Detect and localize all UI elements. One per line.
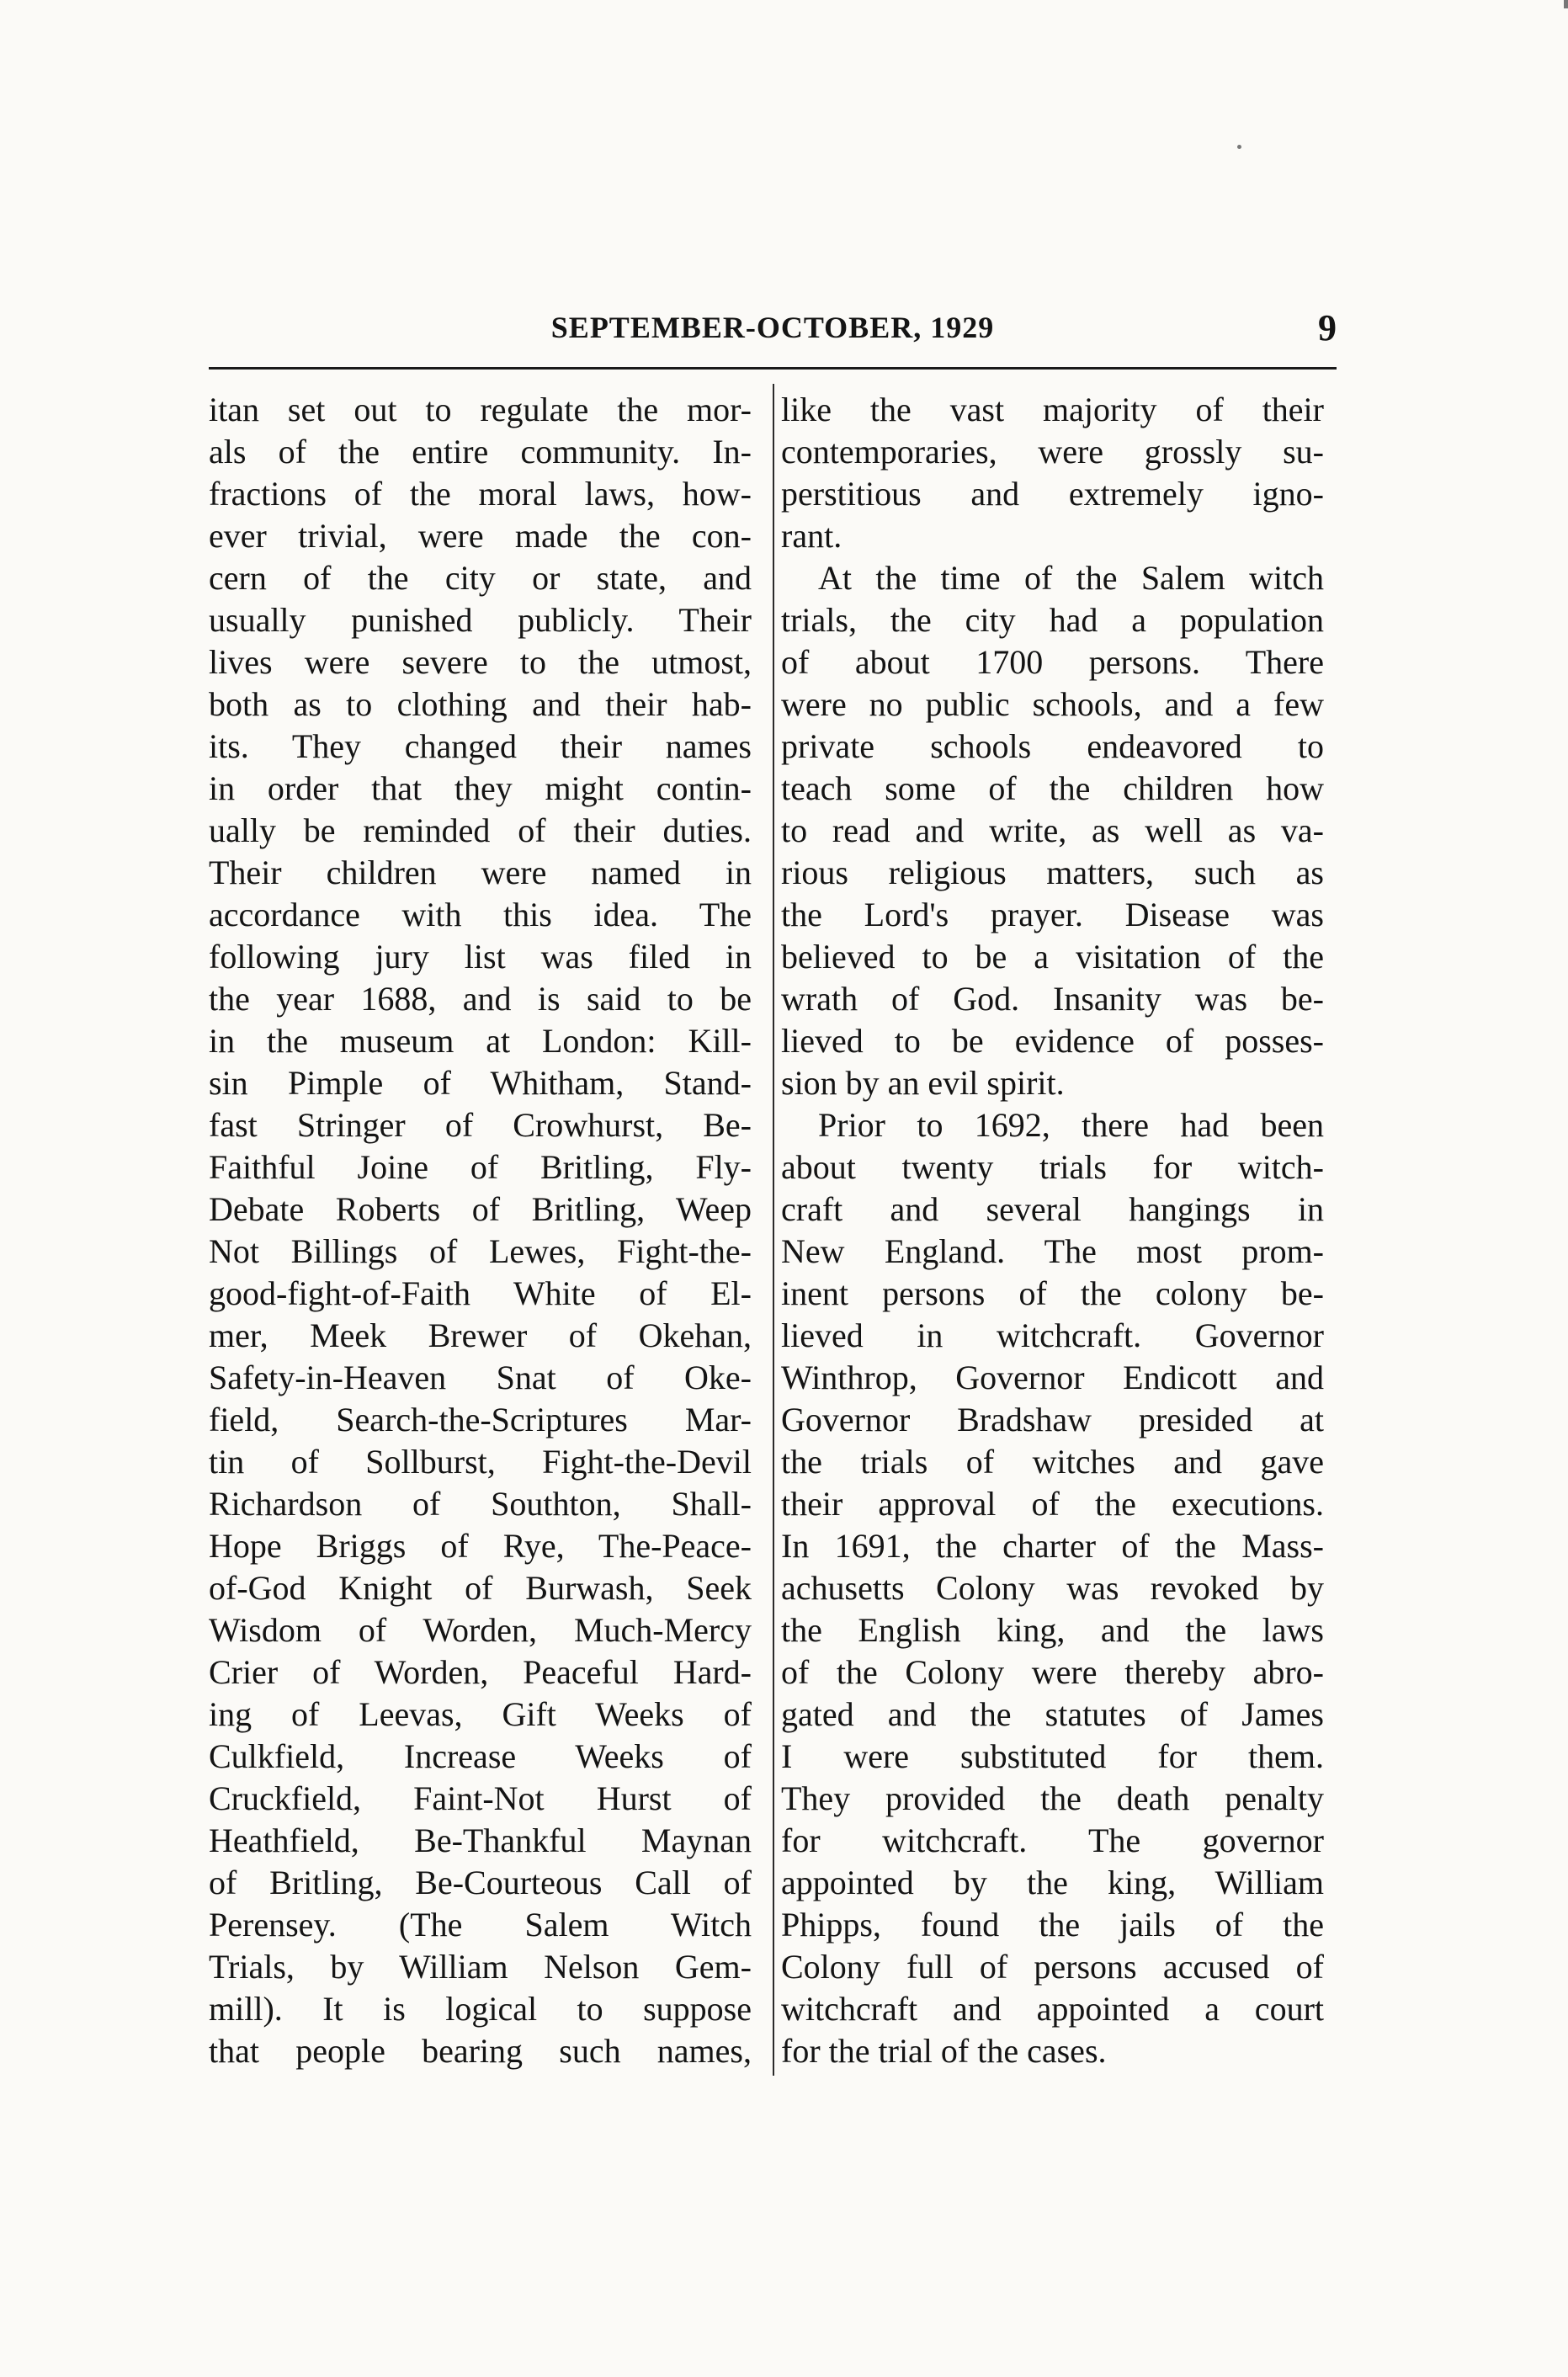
text-line: At the time of the Salem witch <box>818 559 1324 597</box>
text-line: appointed by the king, William <box>781 1864 1324 1901</box>
text-line: contemporaries, were grossly su- <box>781 433 1324 471</box>
text-line: Debate Roberts of Britling, Weep <box>209 1190 752 1228</box>
text-line: Perensey. (The Salem Witch <box>209 1906 752 1944</box>
text-line: the trials of witches and gave <box>781 1443 1324 1481</box>
text-line: wrath of God. Insanity was be- <box>781 980 1324 1018</box>
text-line: the Lord's prayer. Disease was <box>781 896 1324 933</box>
text-line: tin of Sollburst, Fight-the-Devil <box>209 1443 752 1481</box>
column-divider <box>773 384 774 2076</box>
right-column <box>781 389 1324 2072</box>
text-line: craft and several hangings in <box>781 1190 1324 1228</box>
text-line: for the trial of the cases. <box>781 2032 1107 2070</box>
text-line: of Britling, Be-Courteous Call of <box>209 1864 752 1901</box>
text-line: to read and write, as well as va- <box>781 811 1324 849</box>
text-line: lives were severe to the utmost, <box>209 643 752 681</box>
text-line: private schools endeavored to <box>781 727 1324 765</box>
header-title: SEPTEMBER-OCTOBER, 1929 <box>550 311 995 344</box>
text-line: teach some of the children how <box>781 769 1324 807</box>
text-line: Safety-in-Heaven Snat of Oke- <box>209 1359 752 1396</box>
text-line: Culkfield, Increase Weeks of <box>209 1737 752 1775</box>
text-line: of about 1700 persons. There <box>781 643 1324 681</box>
text-line: Prior to 1692, there had been <box>818 1106 1324 1144</box>
text-line: Winthrop, Governor Endicott and <box>781 1359 1324 1396</box>
scan-speck <box>1237 145 1241 149</box>
text-line: Not Billings of Lewes, Fight-the- <box>209 1232 752 1270</box>
text-line: Hope Briggs of Rye, The-Peace- <box>209 1527 752 1565</box>
text-line: of-God Knight of Burwash, Seek <box>209 1569 752 1607</box>
text-line: Phipps, found the jails of the <box>781 1906 1324 1944</box>
text-line: New England. The most prom- <box>781 1232 1324 1270</box>
text-line: Colony full of persons accused of <box>781 1948 1324 1986</box>
text-line: their approval of the executions. <box>781 1485 1324 1523</box>
text-line: Cruckfield, Faint-Not Hurst of <box>209 1779 752 1817</box>
text-line: witchcraft and appointed a court <box>781 1990 1324 2028</box>
text-line: trials, the city had a population <box>781 601 1324 639</box>
text-line: sion by an evil spirit. <box>781 1064 1065 1102</box>
text-line: sin Pimple of Whitham, Stand- <box>209 1064 752 1102</box>
text-line: of the Colony were thereby abro- <box>781 1653 1324 1691</box>
text-line: inent persons of the colony be- <box>781 1274 1324 1312</box>
text-line: lieved in witchcraft. Governor <box>781 1316 1324 1354</box>
text-line: fractions of the moral laws, how- <box>209 475 752 513</box>
text-line: Heathfield, Be-Thankful Maynan <box>209 1821 752 1859</box>
text-line: Faithful Joine of Britling, Fly- <box>209 1148 752 1186</box>
text-line: in the museum at London: Kill- <box>209 1022 752 1060</box>
text-line: both as to clothing and their hab- <box>209 685 752 723</box>
text-line: Trials, by William Nelson Gem- <box>209 1948 752 1986</box>
page-number: 9 <box>1318 307 1337 348</box>
text-line: In 1691, the charter of the Mass- <box>781 1527 1324 1565</box>
text-line: gated and the statutes of James <box>781 1695 1324 1733</box>
text-line: ever trivial, were made the con- <box>209 517 752 555</box>
text-line: that people bearing such names, <box>209 2032 752 2070</box>
text-line: believed to be a visitation of the <box>781 938 1324 976</box>
text-line: its. They changed their names <box>209 727 752 765</box>
text-line: usually punished publicly. Their <box>209 601 752 639</box>
text-line: the year 1688, and is said to be <box>209 980 752 1018</box>
text-line: I were substituted for them. <box>781 1737 1324 1775</box>
text-line: ually be reminded of their duties. <box>209 811 752 849</box>
text-line: als of the entire community. In- <box>209 433 752 471</box>
text-line: cern of the city or state, and <box>209 559 752 597</box>
text-line: Governor Bradshaw presided at <box>781 1401 1324 1438</box>
text-line: good-fight-of-Faith White of El- <box>209 1274 752 1312</box>
text-line: mill). It is logical to suppose <box>209 1990 752 2028</box>
text-line: mer, Meek Brewer of Okehan, <box>209 1316 752 1354</box>
text-line: They provided the death penalty <box>781 1779 1324 1817</box>
text-line: perstitious and extremely igno- <box>781 475 1324 513</box>
text-line: like the vast majority of their <box>781 391 1324 428</box>
text-line: fast Stringer of Crowhurst, Be- <box>209 1106 752 1144</box>
text-line: in order that they might contin- <box>209 769 752 807</box>
running-header <box>209 307 1337 352</box>
text-line: accordance with this idea. The <box>209 896 752 933</box>
text-line: Crier of Worden, Peaceful Hard- <box>209 1653 752 1691</box>
text-line: itan set out to regulate the mor- <box>209 391 752 428</box>
text-line: ing of Leevas, Gift Weeks of <box>209 1695 752 1733</box>
text-line: Their children were named in <box>209 853 752 891</box>
text-line: the English king, and the laws <box>781 1611 1324 1649</box>
text-line: about twenty trials for witch- <box>781 1148 1324 1186</box>
left-column <box>209 389 752 2072</box>
text-line: achusetts Colony was revoked by <box>781 1569 1324 1607</box>
text-line: following jury list was filed in <box>209 938 752 976</box>
text-line: were no public schools, and a few <box>781 685 1324 723</box>
text-line: Richardson of Southton, Shall- <box>209 1485 752 1523</box>
text-line: for witchcraft. The governor <box>781 1821 1324 1859</box>
scan-speck <box>1564 0 1568 8</box>
text-line: lieved to be evidence of posses- <box>781 1022 1324 1060</box>
header-rule <box>209 367 1337 370</box>
text-line: field, Search-the-Scriptures Mar- <box>209 1401 752 1438</box>
text-line: rious religious matters, such as <box>781 853 1324 891</box>
text-line: rant. <box>781 517 842 555</box>
text-line: Wisdom of Worden, Much-Mercy <box>209 1611 752 1649</box>
